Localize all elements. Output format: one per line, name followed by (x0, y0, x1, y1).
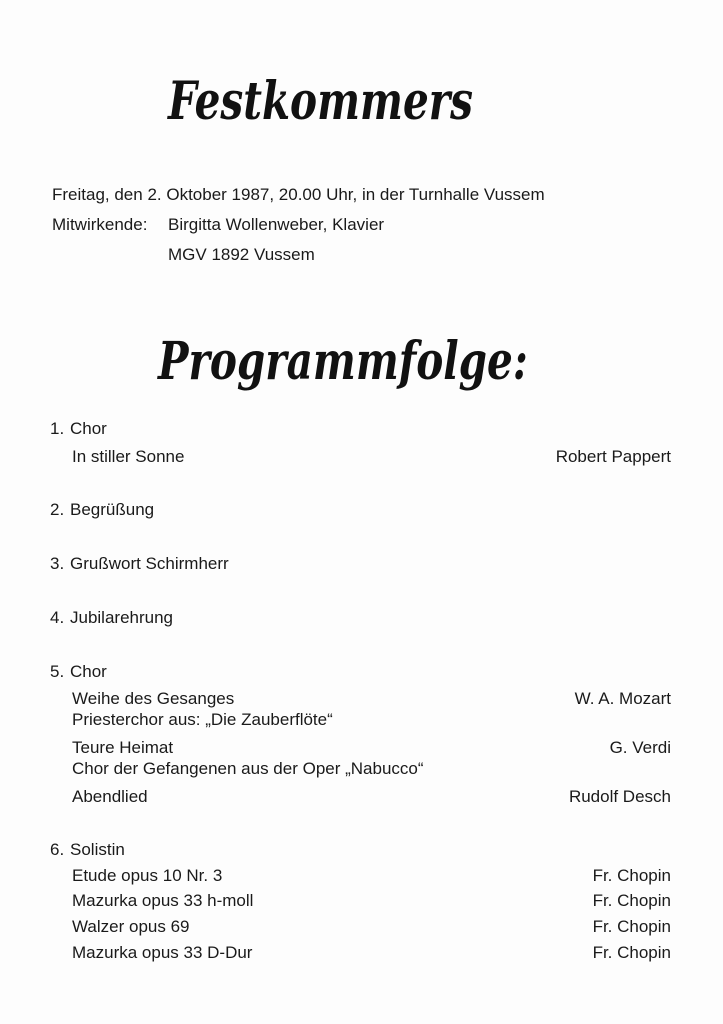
composer: Fr. Chopin (592, 943, 671, 962)
item-number: 5. (50, 662, 65, 681)
piece-title: Teure Heimat (72, 738, 174, 757)
piece-title: Walzer opus 69 (72, 917, 190, 936)
event-date-line: Freitag, den 2. Oktober 1987, 20.00 Uhr, in der Turnhalle Vussem (52, 185, 545, 204)
composer: Fr. Chopin (592, 891, 671, 910)
program-item-1 (50, 418, 107, 440)
program-item-3 (50, 553, 229, 575)
item-title: Jubilarehrung (70, 608, 174, 627)
program-item-6 (50, 839, 125, 861)
item-title: Solistin (70, 840, 125, 859)
composer: W. A. Mozart (574, 689, 671, 708)
performer-1: Birgitta Wollenweber, Klavier (168, 215, 385, 234)
composer: Robert Pappert (555, 447, 671, 466)
item-title: Chor (70, 662, 107, 681)
piece-title: Abendlied (72, 787, 148, 806)
piece-subtitle: Priesterchor aus: „Die Zauberflöte“ (72, 710, 333, 729)
composer: Fr. Chopin (592, 866, 671, 885)
composer: Rudolf Desch (568, 787, 671, 806)
piece-title: In stiller Sonne (72, 447, 185, 466)
item-title: Chor (70, 419, 107, 438)
piece-subtitle: Chor der Gefangenen aus der Oper „Nabucco“ (72, 759, 424, 778)
item-number: 3. (50, 554, 65, 573)
piece-title: Mazurka opus 33 h-moll (72, 891, 254, 910)
piece-title: Mazurka opus 33 D-Dur (72, 943, 253, 962)
composer: G. Verdi (609, 738, 671, 757)
item-number: 2. (50, 500, 65, 519)
item-number: 1. (50, 419, 65, 438)
piece-title: Etude opus 10 Nr. 3 (72, 866, 223, 885)
piece-title: Weihe des Gesanges (72, 689, 235, 708)
event-title: Festkommers (168, 71, 473, 132)
program-item-4 (50, 607, 173, 629)
item-title: Begrüßung (70, 500, 155, 519)
item-title: Grußwort Schirmherr (70, 554, 229, 573)
item-number: 6. (50, 840, 65, 859)
program-item-5 (50, 661, 107, 683)
program-title: Programmfolge: (158, 331, 528, 392)
program-item-2 (50, 499, 154, 521)
composer: Fr. Chopin (592, 917, 671, 936)
performers-label: Mitwirkende: (52, 215, 148, 234)
performer-2: MGV 1892 Vussem (168, 245, 315, 264)
item-number: 4. (50, 608, 65, 627)
